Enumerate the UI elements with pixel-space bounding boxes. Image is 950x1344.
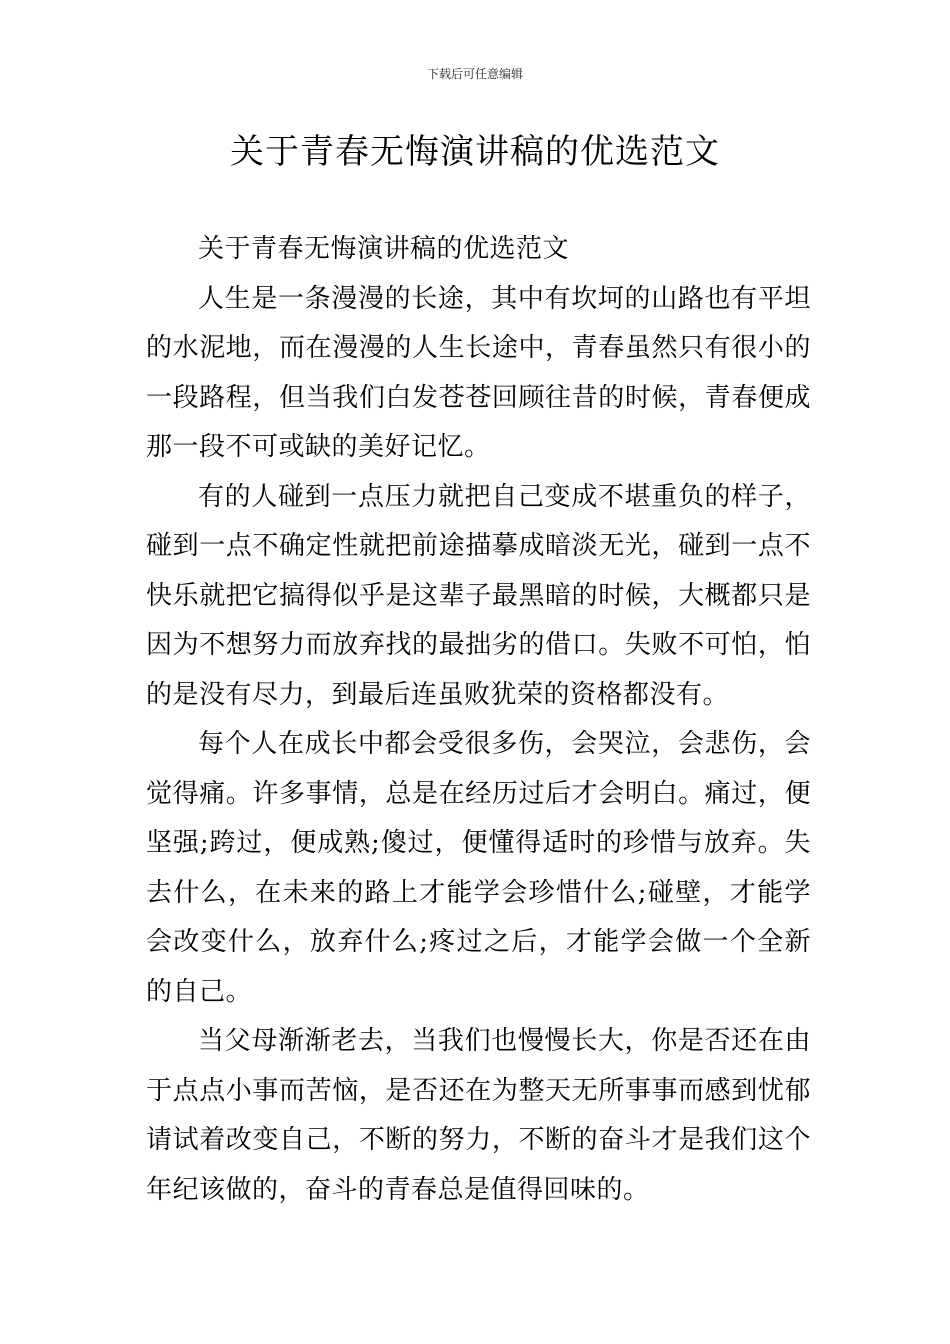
paragraph-4: 当父母渐渐老去，当我们也慢慢长大，你是否还在由于点点小事而苦恼，是否还在为整天无所事事而感到忧郁请试着改变自己，不断的努力，不断的奋斗才是我们这个年纪该做的，奋斗的青春总是值得回味的。	[146, 1026, 811, 1205]
paragraph-1: 人生是一条漫漫的长途，其中有坎坷的山路也有平坦的水泥地，而在漫漫的人生长途中，青春虽然只有很小的一段路程，但当我们白发苍苍回顾往昔的时候，青春便成那一段不可或缺的美好记忆。	[146, 283, 811, 462]
document-title: 关于青春无悔演讲稿的优选范文	[230, 132, 720, 172]
paragraph-2: 有的人碰到一点压力就把自己变成不堪重负的样子，碰到一点不确定性就把前途描摹成暗淡无光，碰到一点不快乐就把它搞得似乎是这辈子最黑暗的时候，大概都只是因为不想努力而放弃找的最拙劣的借口。失败不可怕，怕的是没有尽力，到最后连虽败犹荣的资格都没有。	[146, 481, 811, 710]
paragraph-subtitle: 关于青春无悔演讲稿的优选范文	[198, 234, 570, 264]
header-note: 下载后可任意编辑	[426, 67, 523, 81]
document-body	[146, 225, 811, 1215]
paragraph-3: 每个人在成长中都会受很多伤，会哭泣，会悲伤，会觉得痛。许多事情，总是在经历过后才会明白。痛过，便坚强;跨过，便成熟;傻过，便懂得适时的珍惜与放弃。失去什么，在未来的路上才能学会珍惜什么;碰壁，才能学会改变什么，放弃什么;疼过之后，才能学会做一个全新的自己。	[146, 729, 811, 1007]
